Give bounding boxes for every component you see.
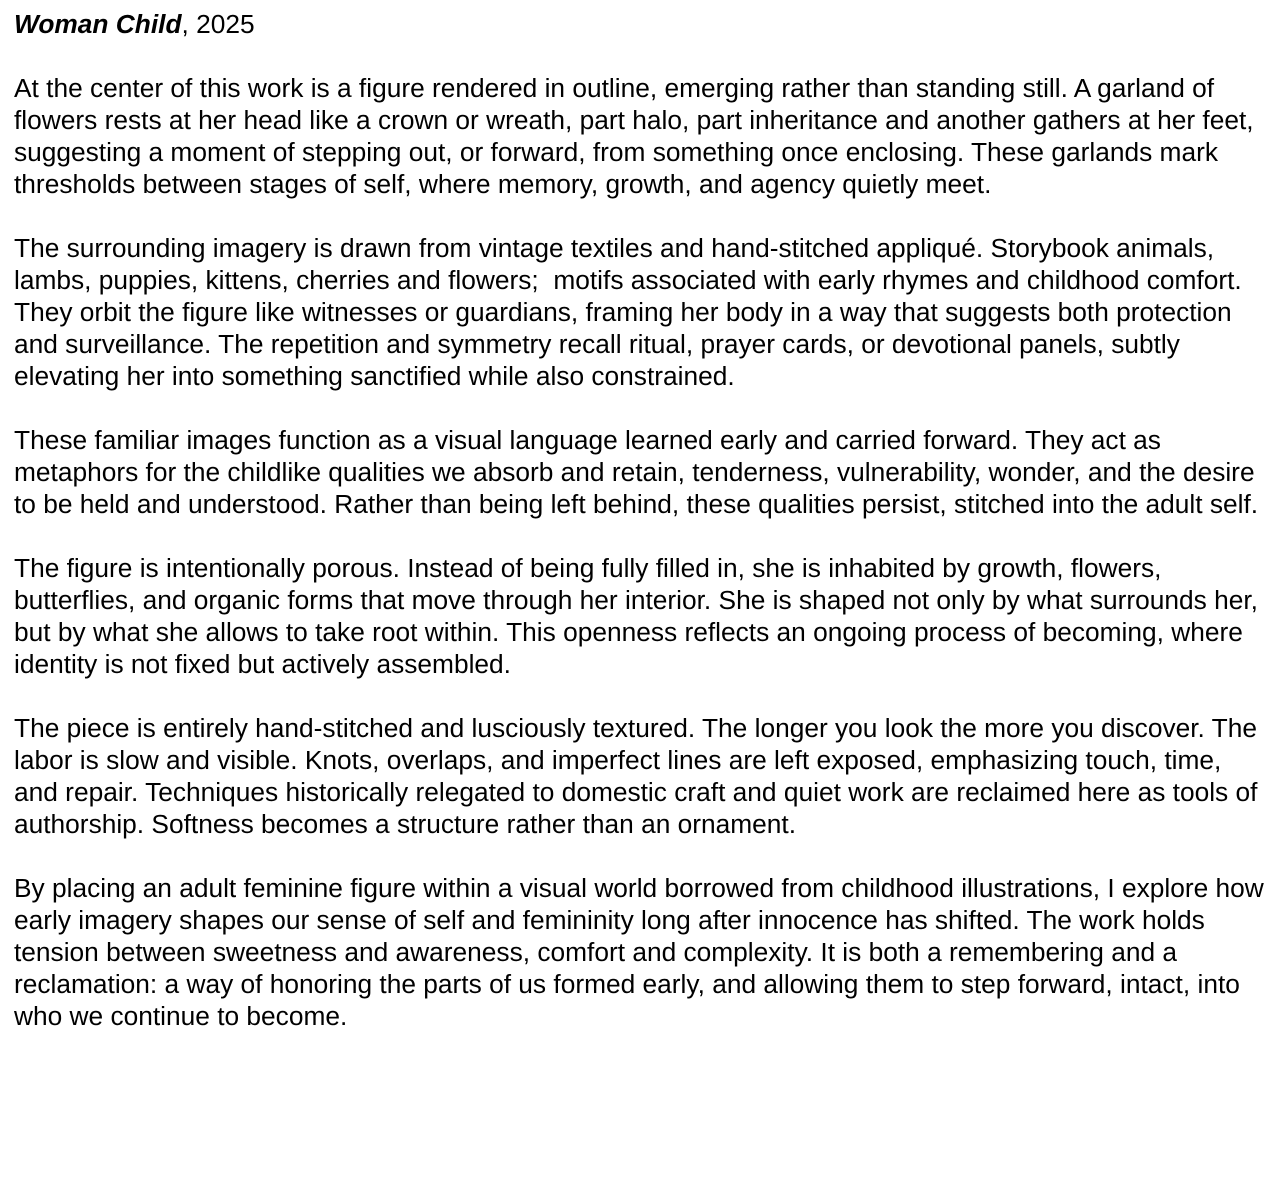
artwork-statement [14, 8, 1272, 1032]
paragraph-5: The piece is entirely hand-stitched and lusciously textured. The longer you look the more you discover. The labor is slow and visible. Knots, overlaps, and imperfect lines are left exposed, emphasizing touch, time, and repair. Techniques historically relegated to domestic craft and quiet work are reclaimed here as tools of authorship. Softness becomes a structure rather than an ornament. [14, 713, 1265, 839]
artwork-title: Woman Child [14, 9, 182, 39]
paragraph-3: These familiar images function as a visual language learned early and carried forward. They act as metaphors for the childlike qualities we absorb and retain, tenderness, vulnerability, wonder, and the desire to be held and understood. Rather than being left behind, these qualities persist, stitched into the adult self. [14, 425, 1262, 519]
paragraph-4: The figure is intentionally porous. Instead of being fully filled in, she is inhabited by growth, flowers, butterflies, and organic forms that move through her interior. She is shaped not only by what surrounds her, but by what she allows to take root within. This openness reflects an ongoing process of becoming, where identity is not fixed but actively assembled. [14, 553, 1266, 679]
paragraph-1: At the center of this work is a figure rendered in outline, emerging rather than standing still. A garland of flowers rests at her head like a crown or wreath, part halo, part inheritance and another gathers at her feet, suggesting a moment of stepping out, or forward, from something once enclosing. These garlands mark thresholds between stages of self, where memory, growth, and agency quietly meet. [14, 73, 1261, 199]
artwork-year: , 2025 [181, 9, 255, 39]
paragraph-6: By placing an adult feminine figure within a visual world borrowed from childhood illustrations, I explore how early imagery shapes our sense of self and femininity long after innocence has shifted. The work holds tension between sweetness and awareness, comfort and complexity. It is both a remembering and a reclamation: a way of honoring the parts of us formed early, and allowing them to step forward, intact, into who we continue to become. [14, 873, 1272, 1031]
paragraph-2: The surrounding imagery is drawn from vintage textiles and hand-stitched appliqué. Storybook animals, lambs, puppies, kittens, cherries and flowers; motifs associated with early rhymes and childhood comfort. They orbit the figure like witnesses or guardians, framing her body in a way that suggests both protection and surveillance. The repetition and symmetry recall ritual, prayer cards, or devotional panels, subtly elevating her into something sanctified while also constrained. [14, 233, 1249, 391]
artwork-heading [14, 8, 1266, 40]
